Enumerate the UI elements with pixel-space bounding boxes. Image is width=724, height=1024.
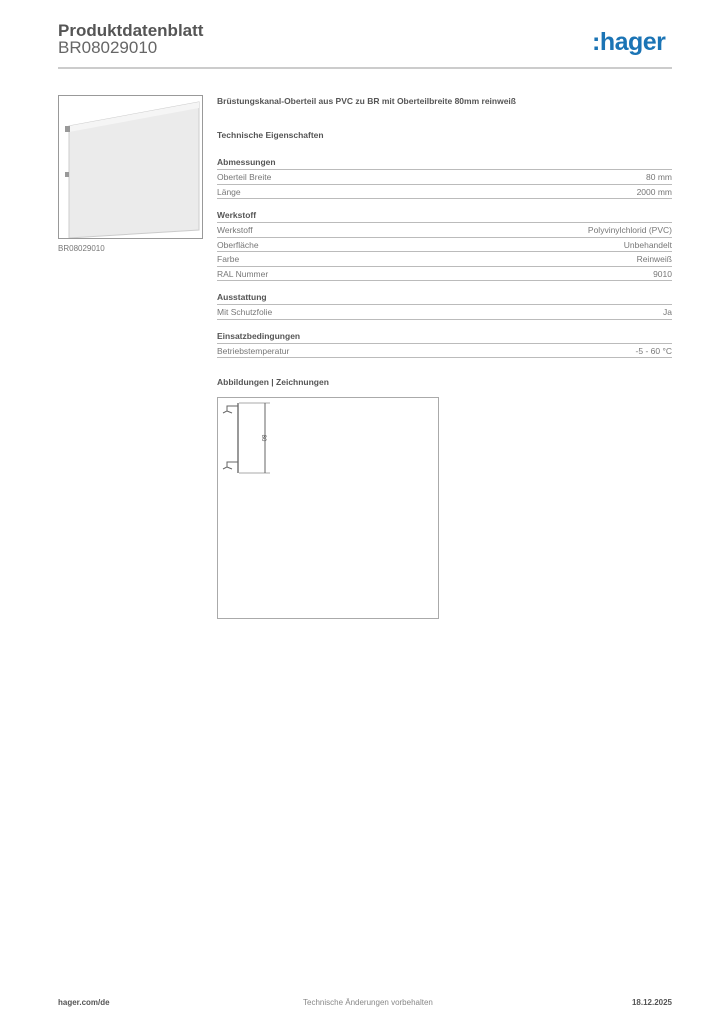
spec-table: [217, 155, 672, 367]
spec-value: Reinweiß: [636, 254, 672, 264]
spec-row: [217, 252, 672, 267]
page-title: Produktdatenblatt: [58, 21, 204, 40]
product-code: BR08029010: [58, 38, 158, 57]
spec-label: Farbe: [217, 254, 240, 264]
spec-section: [217, 329, 672, 359]
dimension-label: 80: [260, 434, 266, 442]
spec-value: 2000 mm: [636, 186, 672, 197]
spec-row: [217, 344, 672, 359]
spec-row: [217, 267, 672, 282]
hager-logo: :hager: [592, 28, 666, 56]
section-title: Abmessungen: [217, 155, 672, 170]
spec-value: Unbehandelt: [623, 239, 672, 250]
spec-row: [217, 185, 672, 200]
spec-row: [217, 223, 672, 238]
spec-label: RAL Nummer: [217, 268, 269, 279]
spec-section: [217, 155, 672, 199]
spec-label: Werkstoff: [217, 225, 253, 235]
spec-section: [217, 208, 672, 281]
product-description: Brüstungskanal-Oberteil aus PVC zu BR mit Oberteilbreite 80mm reinweiß: [217, 96, 516, 106]
technical-drawing: [217, 397, 439, 619]
spec-label: Länge: [217, 186, 241, 197]
spec-value: Polyvinylchlorid (PVC): [587, 225, 672, 235]
footer-website[interactable]: hager.com/de: [58, 998, 110, 1007]
spec-row: [217, 238, 672, 253]
spec-value: 80 mm: [646, 172, 672, 182]
spec-value: -5 - 60 °C: [635, 345, 672, 356]
spec-label: Oberfläche: [217, 239, 259, 250]
tech-heading: Technische Eigenschaften: [217, 130, 324, 140]
section-title: Werkstoff: [217, 208, 672, 223]
spec-label: Oberteil Breite: [217, 172, 272, 182]
spec-value: Ja: [663, 307, 672, 317]
spec-row: [217, 170, 672, 185]
spec-section: [217, 290, 672, 320]
spec-row: [217, 305, 672, 320]
header-divider: [58, 67, 672, 69]
footer-note: Technische Änderungen vorbehalten: [303, 998, 433, 1007]
footer-date: 18.12.2025: [631, 998, 672, 1007]
product-image: [58, 95, 203, 239]
spec-value: 9010: [653, 268, 672, 279]
drawings-heading: Abbildungen | Zeichnungen: [217, 377, 329, 387]
section-title: Ausstattung: [217, 290, 672, 305]
section-title: Einsatzbedingungen: [217, 329, 672, 344]
spec-label: Mit Schutzfolie: [217, 307, 273, 317]
image-caption: BR08029010: [58, 244, 105, 253]
spec-label: Betriebstemperatur: [217, 345, 290, 356]
